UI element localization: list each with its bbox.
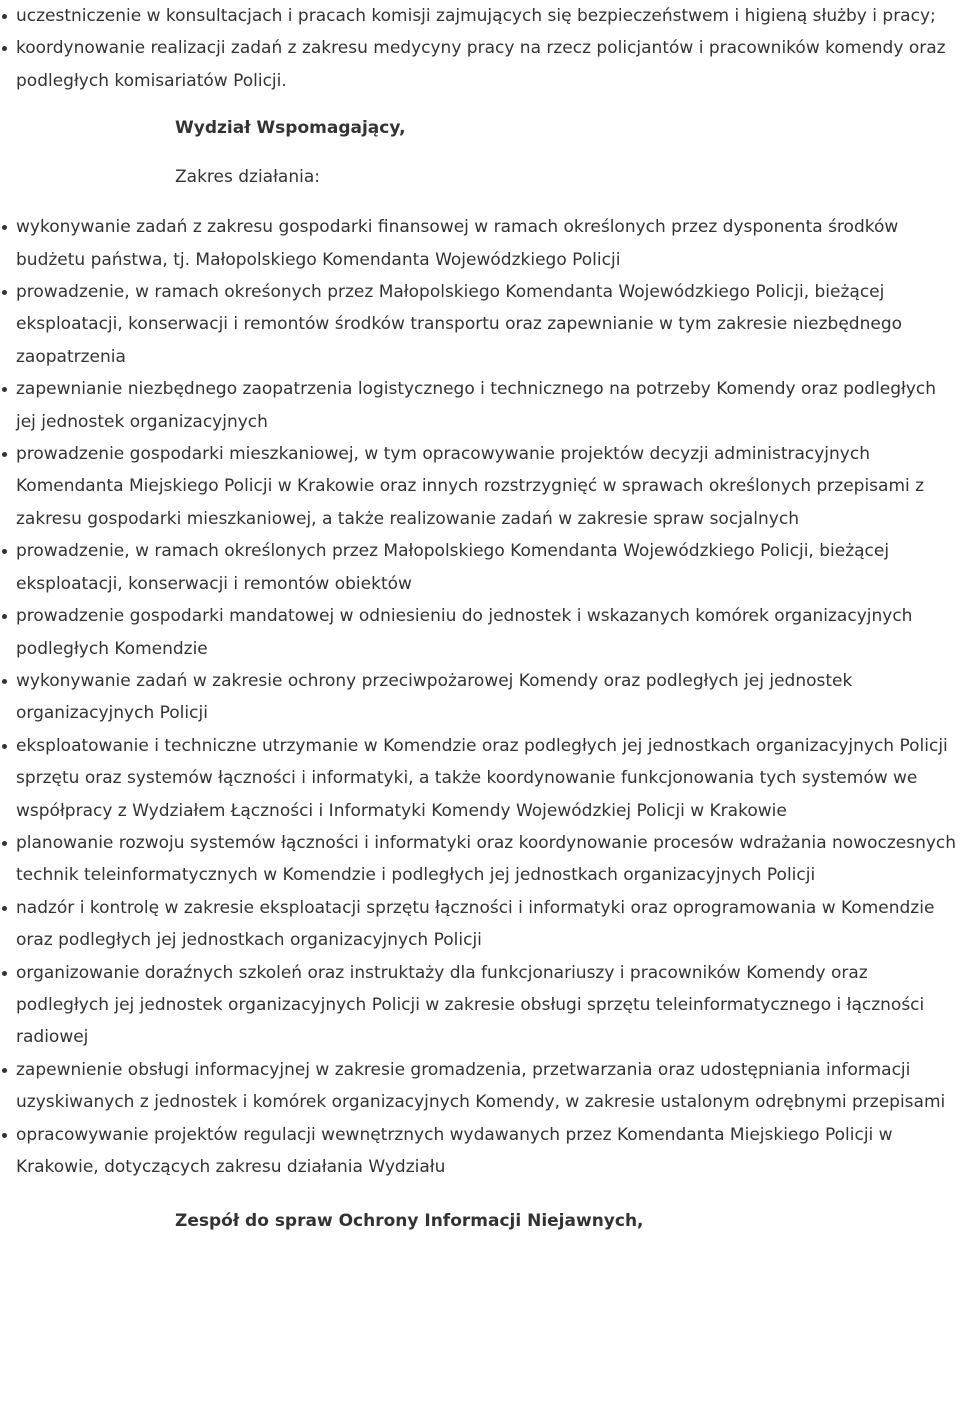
list-item: zapewnienie obsługi informacyjnej w zakresie gromadzenia, przetwarzania oraz udostępniania informacji uzyskiwanych z jednostek i komórek organizacyjnych Komendy, w zakresie ustalonym odrębnymi przepisami (0, 1054, 960, 1119)
list-item: nadzór i kontrolę w zakresie eksploatacji sprzętu łączności i informatyki oraz oprogramowania w Komendzie oraz podległych jej jednostkach organizacyjnych Policji (0, 892, 960, 957)
scope-label: Zakres działania: (175, 167, 320, 188)
next-section-title: Zespół do spraw Ochrony Informacji Niejawnych, (175, 1211, 644, 1232)
list-item: koordynowanie realizacji zadań z zakresu medycyny pracy na rzecz policjantów i pracowników komendy oraz podległych komisariatów Policji. (0, 32, 960, 97)
list-item: wykonywanie zadań w zakresie ochrony przeciwpożarowej Komendy oraz podległych jej jednostek organizacyjnych Policji (0, 665, 960, 730)
list-item: planowanie rozwoju systemów łączności i informatyki oraz koordynowanie procesów wdrażania nowoczesnych technik teleinformatycznych w Komendzie i podległych jej jednostkach organizacyjnych Policji (0, 827, 960, 892)
list-item: wykonywanie zadań z zakresu gospodarki finansowej w ramach określonych przez dysponenta środków budżetu państwa, tj. Małopolskiego Komendanta Wojewódzkiego Policji (0, 211, 960, 276)
list-item: zapewnianie niezbędnego zaopatrzenia logistycznego i technicznego na potrzeby Komendy oraz podległych jej jednostek organizacyjnych (0, 373, 960, 438)
list-item: prowadzenie, w ramach okreśonych przez Małopolskiego Komendanta Wojewódzkiego Policji, bieżącej eksploatacji, konserwacji i remontów środków transportu oraz zapewnianie w tym zakresie niezbędnego zaopatrzenia (0, 276, 960, 373)
list-item: prowadzenie, w ramach określonych przez Małopolskiego Komendanta Wojewódzkiego Policji, bieżącej eksploatacji, konserwacji i remontów obiektów (0, 535, 960, 600)
list-item: uczestniczenie w konsultacjach i pracach komisji zajmujących się bezpieczeństwem i higieną służby i pracy; (0, 0, 960, 32)
list-item: prowadzenie gospodarki mieszkaniowej, w tym opracowywanie projektów decyzji administracyjnych Komendanta Miejskiego Policji w Krakowie oraz innych rozstrzygnięć w sprawach określonych przepisami z zakresu gospodarki mieszkaniowej, a także realizowanie zadań w zakresie spraw socjalnych (0, 438, 960, 535)
section-duties-list (0, 211, 960, 1183)
list-item: prowadzenie gospodarki mandatowej w odniesieniu do jednostek i wskazanych komórek organizacyjnych podległych Komendzie (0, 600, 960, 665)
section-title: Wydział Wspomagający, (175, 118, 406, 139)
list-item: organizowanie doraźnych szkoleń oraz instruktaży dla funkcjonariuszy i pracowników Komendy oraz podległych jej jednostek organizacyjnych Policji w zakresie obsługi sprzętu teleinformatycznego i łączności radiowej (0, 957, 960, 1054)
list-item: opracowywanie projektów regulacji wewnętrznych wydawanych przez Komendanta Miejskiego Policji w Krakowie, dotyczących zakresu działania Wydziału (0, 1119, 960, 1184)
list-item: eksploatowanie i techniczne utrzymanie w Komendzie oraz podległych jej jednostkach organizacyjnych Policji sprzętu oraz systemów łączności i informatyki, a także koordynowanie funkcjonowania tych systemów we współpracy z Wydziałem Łączności i Informatyki Komendy Wojewódzkiej Policji w Krakowie (0, 730, 960, 827)
top-duties-list (0, 0, 960, 97)
